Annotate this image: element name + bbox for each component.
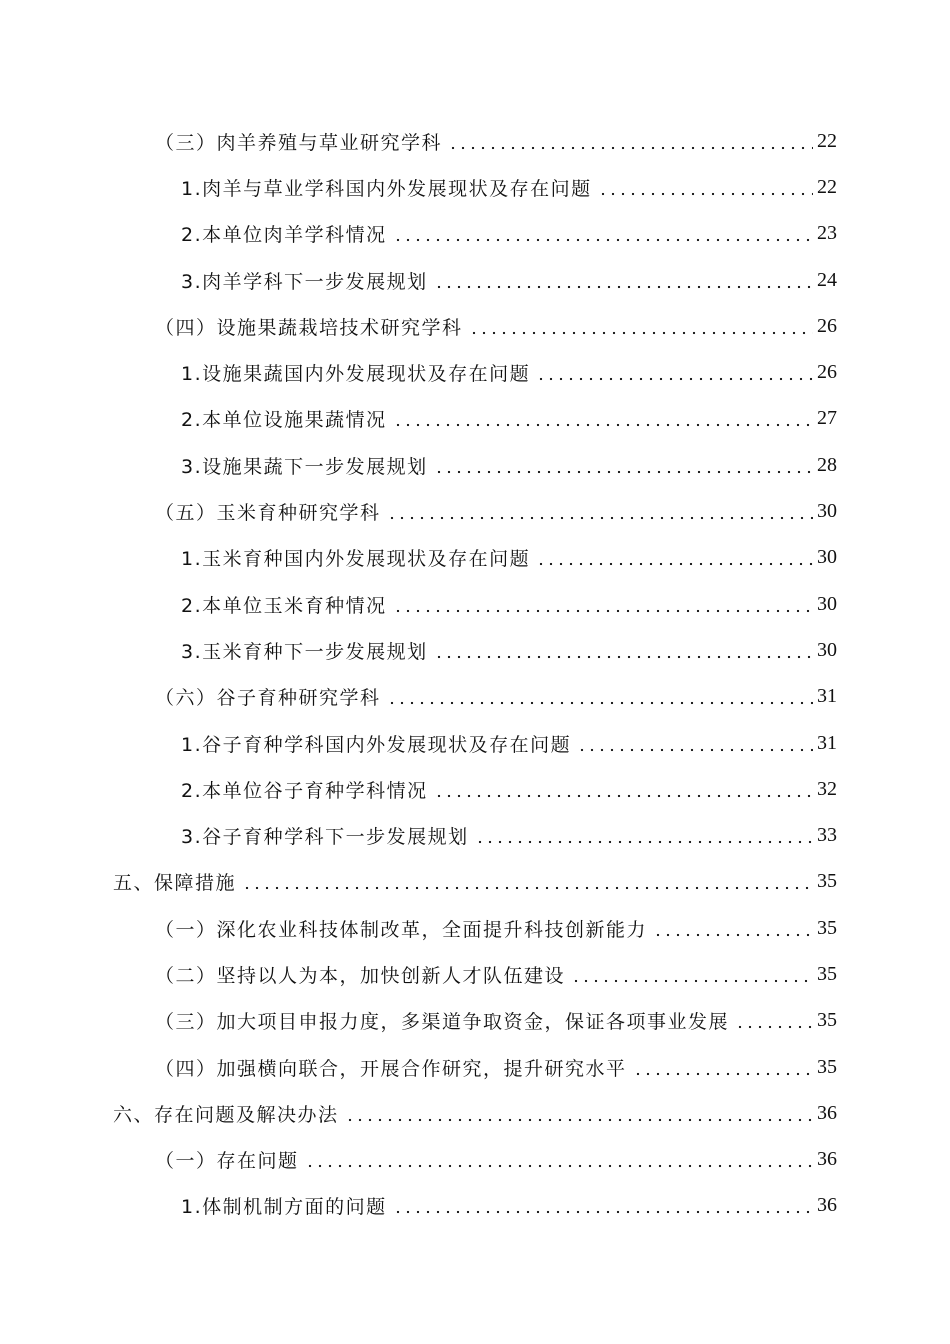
toc-entry-page-number: 35	[817, 1055, 837, 1078]
toc-entry-title: （四）设施果蔬栽培技术研究学科	[155, 316, 463, 339]
toc-entry	[0, 211, 950, 257]
toc-entry	[0, 812, 950, 858]
toc-entry-title: 3.玉米育种下一步发展规划	[181, 640, 428, 663]
toc-entry-page-number: 30	[817, 500, 837, 523]
toc-dot-leader	[434, 641, 813, 660]
toc-entry-title: 2.本单位玉米育种情况	[181, 594, 387, 617]
toc-entry	[0, 303, 950, 349]
toc-entry	[0, 1137, 950, 1183]
toc-entry-page-number: 35	[817, 962, 837, 985]
toc-entry-title: （一）深化农业科技体制改革，全面提升科技创新能力	[155, 918, 648, 941]
toc-entry-page-number: 26	[817, 361, 837, 384]
toc-entry	[0, 998, 950, 1044]
toc-entry	[0, 349, 950, 395]
toc-entry-page-number: 30	[817, 638, 837, 661]
toc-entry-page-number: 26	[817, 314, 837, 337]
toc-dot-leader	[735, 1011, 813, 1030]
toc-entry	[0, 1183, 950, 1229]
toc-entry-page-number: 22	[817, 175, 837, 198]
toc-dot-leader	[387, 687, 813, 706]
toc-entry-title: （六）谷子育种研究学科	[155, 687, 381, 710]
toc-entry-page-number: 31	[817, 731, 837, 754]
toc-entry	[0, 1044, 950, 1090]
toc-entry-title: 1.玉米育种国内外发展现状及存在问题	[181, 548, 531, 571]
toc-dot-leader	[536, 548, 813, 567]
toc-entry-title: 六、存在问题及解决办法	[113, 1103, 339, 1126]
toc-entry-title: 五、保障措施	[113, 872, 237, 895]
toc-entry-page-number: 35	[817, 916, 837, 939]
toc-entry	[0, 720, 950, 766]
toc-entry-page-number: 24	[817, 268, 837, 291]
toc-entry-title: （二）坚持以人为本，加快创新人才队伍建设	[155, 964, 566, 987]
toc-entry	[0, 581, 950, 627]
toc-entry	[0, 488, 950, 534]
toc-entry-page-number: 35	[817, 1009, 837, 1032]
toc-dot-leader	[387, 502, 813, 521]
toc-entry-page-number: 32	[817, 777, 837, 800]
toc-entry-title: 3.谷子育种学科下一步发展规划	[181, 826, 469, 849]
toc-entry-title: 3.肉羊学科下一步发展规划	[181, 270, 428, 293]
toc-entry	[0, 859, 950, 905]
toc-dot-leader	[448, 132, 813, 151]
toc-entry-page-number: 30	[817, 592, 837, 615]
toc-dot-leader	[434, 780, 813, 799]
toc-dot-leader	[536, 363, 813, 382]
toc-dot-leader	[469, 317, 813, 336]
toc-entry	[0, 905, 950, 951]
toc-dot-leader	[475, 826, 813, 845]
toc-dot-leader	[598, 178, 813, 197]
toc-entry-page-number: 30	[817, 546, 837, 569]
toc-dot-leader	[345, 1104, 813, 1123]
toc-entry	[0, 396, 950, 442]
toc-dot-leader	[434, 271, 813, 290]
toc-dot-leader	[393, 409, 813, 428]
toc-entry-title: 1.设施果蔬国内外发展现状及存在问题	[181, 363, 531, 386]
toc-entry-page-number: 36	[817, 1194, 837, 1217]
toc-entry-title: 2.本单位设施果蔬情况	[181, 409, 387, 432]
toc-entry	[0, 535, 950, 581]
toc-entry-title: 3.设施果蔬下一步发展规划	[181, 455, 428, 478]
toc-entry-page-number: 23	[817, 222, 837, 245]
toc-dot-leader	[577, 734, 813, 753]
toc-entry-title: （一）存在问题	[155, 1150, 299, 1173]
toc-dot-leader	[242, 872, 813, 891]
toc-entry-page-number: 35	[817, 870, 837, 893]
toc-entry-title: （四）加强横向联合，开展合作研究，提升研究水平	[155, 1057, 627, 1080]
toc-entry-page-number: 33	[817, 824, 837, 847]
toc-dot-leader	[633, 1058, 813, 1077]
toc-entry-title: 2.本单位谷子育种学科情况	[181, 779, 428, 802]
toc-entry	[0, 257, 950, 303]
toc-entry-page-number: 36	[817, 1101, 837, 1124]
toc-entry-page-number: 36	[817, 1148, 837, 1171]
toc-dot-leader	[393, 1196, 813, 1215]
toc-entry-page-number: 22	[817, 129, 837, 152]
toc-dot-leader	[393, 595, 813, 614]
toc-entry	[0, 164, 950, 210]
toc-entry-page-number: 27	[817, 407, 837, 430]
toc-dot-leader	[393, 224, 813, 243]
toc-entry-page-number: 28	[817, 453, 837, 476]
toc-entry-title: 2.本单位肉羊学科情况	[181, 224, 387, 247]
toc-entry-title: 1.谷子育种学科国内外发展现状及存在问题	[181, 733, 572, 756]
toc-entry-title: （五）玉米育种研究学科	[155, 502, 381, 525]
toc-entry-title: 1.肉羊与草业学科国内外发展现状及存在问题	[181, 177, 592, 200]
toc-entry-title: 1.体制机制方面的问题	[181, 1196, 387, 1219]
toc-entry	[0, 674, 950, 720]
toc-dot-leader	[305, 1150, 813, 1169]
toc-entry-page-number: 31	[817, 685, 837, 708]
toc-dot-leader	[653, 919, 813, 938]
toc-dot-leader	[434, 456, 813, 475]
toc-entry-title: （三）肉羊养殖与草业研究学科	[155, 131, 443, 154]
toc-entry	[0, 118, 950, 164]
table-of-contents	[0, 118, 950, 1229]
toc-entry-title: （三）加大项目申报力度，多渠道争取资金，保证各项事业发展	[155, 1011, 730, 1034]
toc-dot-leader	[571, 965, 813, 984]
toc-entry	[0, 627, 950, 673]
toc-entry	[0, 766, 950, 812]
toc-entry	[0, 951, 950, 997]
toc-entry	[0, 442, 950, 488]
toc-entry	[0, 1090, 950, 1136]
